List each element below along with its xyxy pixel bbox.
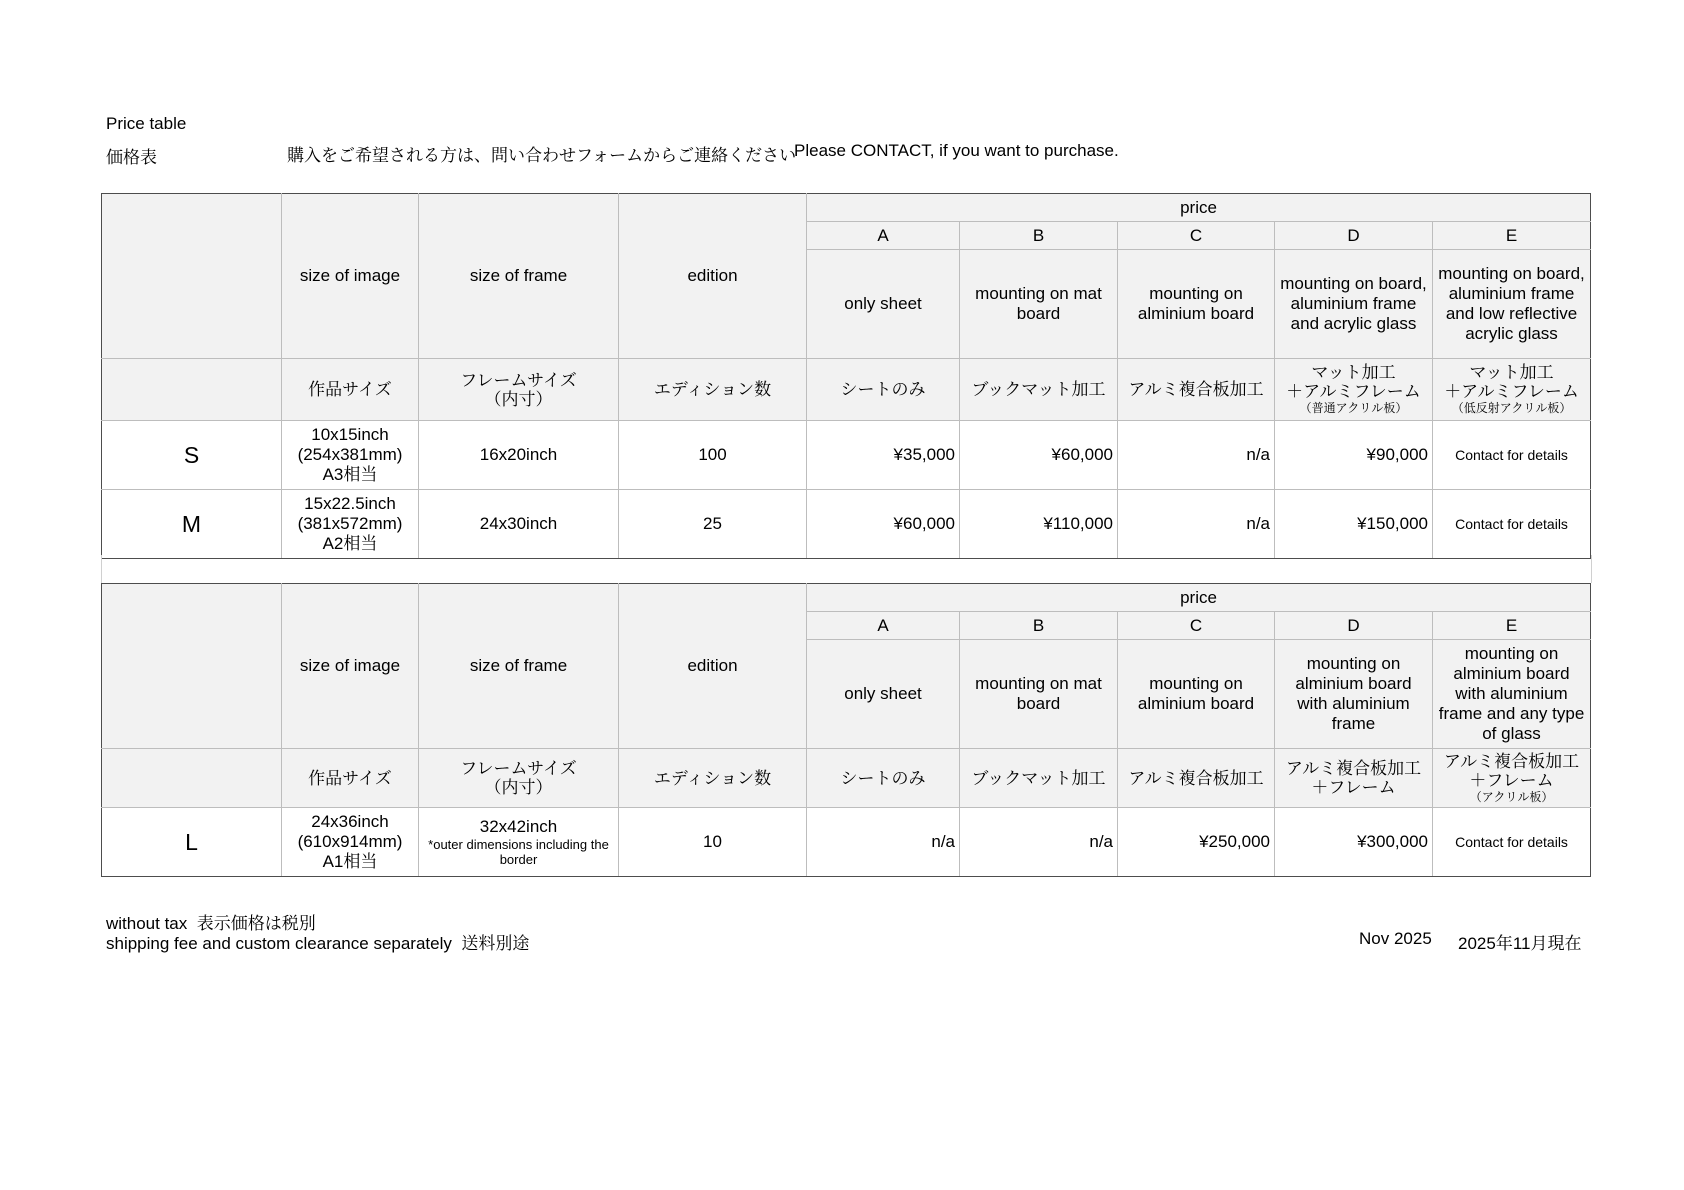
- contact-note-en: Please CONTACT, if you want to purchase.: [794, 141, 1119, 160]
- shipping-note-ja: 送料別途: [461, 934, 530, 953]
- header-col-e: E: [1433, 612, 1591, 640]
- header-ja-e: [1433, 359, 1591, 421]
- header-col-d: D: [1275, 612, 1433, 640]
- row-s-price-c: n/a: [1118, 421, 1275, 490]
- header-ja-b: ブックマット加工: [960, 359, 1118, 421]
- row-l-price-c: ¥250,000: [1118, 808, 1275, 877]
- row-label-m: M: [102, 490, 282, 559]
- row-s-frame-size: 16x20inch: [419, 421, 619, 490]
- header-ja-size-frame-line1: フレームサイズ: [460, 370, 577, 390]
- header-ja-e: [1433, 749, 1591, 808]
- header-ja-size-image: 作品サイズ: [282, 749, 419, 808]
- header-edition: edition: [619, 194, 807, 359]
- header-ja-a: シートのみ: [807, 359, 960, 421]
- header-ja-size-frame-line1: フレームサイズ: [460, 759, 577, 778]
- header-ja-e-line3: （低反射アクリル板）: [1451, 401, 1572, 415]
- table-spacer: [101, 555, 1592, 583]
- header-ja-a: シートのみ: [807, 749, 960, 808]
- header-price: price: [807, 194, 1591, 222]
- shipping-note-en: shipping fee and custom clearance separately: [106, 934, 452, 953]
- tax-note-en: without tax: [106, 914, 188, 933]
- header-d-desc: mounting on alminium board with aluminium frame: [1275, 640, 1433, 749]
- header-price: price: [807, 584, 1591, 612]
- row-l-edition: 10: [619, 808, 807, 877]
- header-ja-c: アルミ複合板加工: [1118, 359, 1275, 421]
- table-row: [102, 490, 1591, 559]
- header-ja-e-line1: マット加工: [1469, 363, 1554, 382]
- row-m-image-size: [282, 490, 419, 559]
- row-l-frame-note: *outer dimensions including the border: [428, 837, 609, 867]
- row-s-price-e: Contact for details: [1433, 421, 1591, 490]
- row-l-image-mm: (610x914mm): [297, 832, 403, 851]
- page-title-ja: 価格表: [106, 148, 157, 167]
- row-s-image-size: [282, 421, 419, 490]
- row-label-s: S: [102, 421, 282, 490]
- row-l-price-e: Contact for details: [1433, 808, 1591, 877]
- header-size-frame: size of frame: [419, 194, 619, 359]
- row-m-price-a: ¥60,000: [807, 490, 960, 559]
- row-m-price-b: ¥110,000: [960, 490, 1118, 559]
- header-ja-corner: [102, 749, 282, 808]
- row-l-price-a: n/a: [807, 808, 960, 877]
- row-m-frame-size: 24x30inch: [419, 490, 619, 559]
- header-col-a: A: [807, 222, 960, 250]
- header-ja-b: ブックマット加工: [960, 749, 1118, 808]
- header-col-a: A: [807, 612, 960, 640]
- price-table-1: [101, 193, 1591, 559]
- header-ja-d-line1: マット加工: [1311, 363, 1396, 382]
- header-b-desc: mounting on mat board: [960, 640, 1118, 749]
- header-b-desc: mounting on mat board: [960, 250, 1118, 359]
- header-ja-size-frame-line2: （内寸）: [484, 389, 553, 409]
- table-row: [102, 808, 1591, 877]
- row-m-price-e: Contact for details: [1433, 490, 1591, 559]
- header-ja-size-frame: [419, 359, 619, 421]
- corner-cell: [102, 194, 282, 359]
- header-e-desc: mounting on alminium board with aluminium frame and any type of glass: [1433, 640, 1591, 749]
- row-s-price-b: ¥60,000: [960, 421, 1118, 490]
- header-size-image: size of image: [282, 584, 419, 749]
- header-size-image: size of image: [282, 194, 419, 359]
- header-d-desc: mounting on board, aluminium frame and acrylic glass: [1275, 250, 1433, 359]
- header-edition: edition: [619, 584, 807, 749]
- row-s-edition: 100: [619, 421, 807, 490]
- row-m-price-c: n/a: [1118, 490, 1275, 559]
- header-col-b: B: [960, 612, 1118, 640]
- row-l-image-inch: 24x36inch: [311, 812, 389, 831]
- tax-note-ja: 表示価格は税別: [196, 914, 316, 933]
- row-m-price-d: ¥150,000: [1275, 490, 1433, 559]
- header-ja-c: アルミ複合板加工: [1118, 749, 1275, 808]
- row-l-image-paper: A1相当: [322, 852, 378, 871]
- header-ja-d-line1: アルミ複合板加工: [1285, 759, 1422, 778]
- header-ja-d-line2: ＋フレーム: [1311, 778, 1396, 797]
- row-label-l: L: [102, 808, 282, 877]
- header-ja-size-image: 作品サイズ: [282, 359, 419, 421]
- header-col-b: B: [960, 222, 1118, 250]
- header-ja-corner: [102, 359, 282, 421]
- row-m-edition: 25: [619, 490, 807, 559]
- row-s-price-d: ¥90,000: [1275, 421, 1433, 490]
- header-col-c: C: [1118, 222, 1275, 250]
- header-c-desc: mounting on alminium board: [1118, 640, 1275, 749]
- header-ja-edition: エディション数: [619, 359, 807, 421]
- header-ja-size-frame-line2: （内寸）: [484, 778, 553, 797]
- table-row: [102, 421, 1591, 490]
- corner-cell: [102, 584, 282, 749]
- row-l-frame-inch: 32x42inch: [479, 817, 558, 836]
- header-ja-size-frame: [419, 749, 619, 808]
- row-m-image-paper: A2相当: [322, 534, 378, 553]
- row-s-image-paper: A3相当: [322, 465, 378, 484]
- shipping-note: [106, 929, 529, 954]
- row-l-frame-size: [419, 808, 619, 877]
- row-m-image-mm: (381x572mm): [297, 514, 403, 533]
- row-s-image-mm: (254x381mm): [297, 445, 403, 464]
- row-l-image-size: [282, 808, 419, 877]
- header-ja-d-line3: （普通アクリル板）: [1299, 401, 1408, 415]
- header-e-desc: mounting on board, aluminium frame and low reflective acrylic glass: [1433, 250, 1591, 359]
- row-m-image-inch: 15x22.5inch: [304, 494, 396, 513]
- header-ja-e-line2: ＋アルミフレーム: [1444, 382, 1579, 401]
- header-col-e: E: [1433, 222, 1591, 250]
- header-a-desc: only sheet: [807, 250, 960, 359]
- header-ja-e-line2: ＋フレーム: [1469, 770, 1554, 790]
- header-size-frame: size of frame: [419, 584, 619, 749]
- header-ja-edition: エディション数: [619, 749, 807, 808]
- header-ja-e-line1: アルミ複合板加工: [1443, 751, 1580, 771]
- row-l-price-d: ¥300,000: [1275, 808, 1433, 877]
- row-s-image-inch: 10x15inch: [311, 425, 389, 444]
- header-c-desc: mounting on alminium board: [1118, 250, 1275, 359]
- header-a-desc: only sheet: [807, 640, 960, 749]
- header-ja-d: [1275, 749, 1433, 808]
- header-col-c: C: [1118, 612, 1275, 640]
- date-en: Nov 2025: [1359, 929, 1432, 948]
- header-ja-d: [1275, 359, 1433, 421]
- price-table-2: [101, 583, 1591, 877]
- date-ja: 2025年11月現在: [1458, 934, 1582, 953]
- contact-note-ja: 購入をご希望される方は、問い合わせフォームからご連絡ください: [287, 146, 797, 165]
- header-col-d: D: [1275, 222, 1433, 250]
- header-ja-d-line2: ＋アルミフレーム: [1286, 382, 1421, 401]
- page-title-en: Price table: [106, 114, 187, 133]
- row-s-price-a: ¥35,000: [807, 421, 960, 490]
- row-l-price-b: n/a: [960, 808, 1118, 877]
- header-ja-e-line3: （アクリル板）: [1469, 789, 1554, 804]
